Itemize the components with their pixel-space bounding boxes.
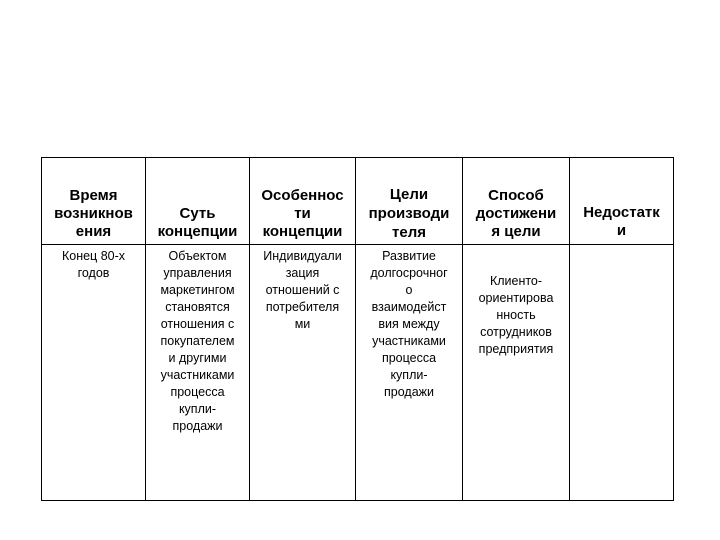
header-drawbacks: Недостатк и (570, 158, 674, 245)
cell-drawbacks (570, 245, 674, 501)
header-producer-goals: Цели производи теля (356, 158, 463, 245)
table-header-row (42, 158, 674, 245)
header-goal-method: Способ достижени я цели (463, 158, 570, 245)
table-row (42, 245, 674, 501)
header-concept-features: Особеннос ти концепции (250, 158, 356, 245)
cell-concept-features: Индивидуали зация отношений с потребителя ми (250, 245, 356, 501)
cell-time-of-origin: Конец 80-х годов (42, 245, 146, 501)
header-concept-essence: Суть концепции (146, 158, 250, 245)
cell-concept-essence: Объектом управления маркетингом становятся отношения с покупателем и другими участниками процесса купли- продажи (146, 245, 250, 501)
concept-table (41, 157, 674, 501)
cell-goal-method: Клиенто- ориентирова нность сотрудников предприятия (463, 245, 570, 501)
cell-producer-goals: Развитие долгосрочног о взаимодейст вия между участниками процесса купли- продажи (356, 245, 463, 501)
header-time-of-origin: Время возникнов ения (42, 158, 146, 245)
